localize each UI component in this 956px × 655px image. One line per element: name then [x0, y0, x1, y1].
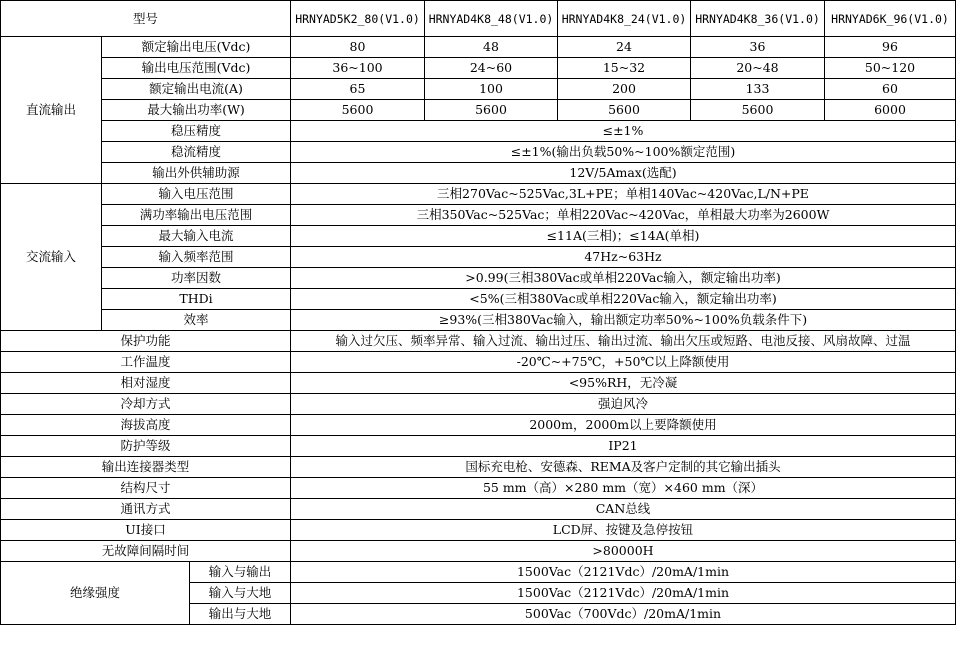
cell-value: 输入过欠压、频率异常、输入过流、输出过压、输出过流、输出欠压或短路、电池反接、风扇故障、过温 — [291, 331, 956, 352]
row-label: THDi — [102, 289, 291, 310]
row-label: 额定输出电流(A) — [102, 79, 291, 100]
cell-value: 5600 — [558, 100, 691, 121]
row-label: UI接口 — [1, 520, 291, 541]
table-row — [1, 310, 956, 331]
row-label: 最大输入电流 — [102, 226, 291, 247]
cell-value: 12V/5Amax(选配) — [291, 163, 956, 184]
cell-value: 5600 — [291, 100, 425, 121]
row-label: 工作温度 — [1, 352, 291, 373]
cell-value: 80 — [291, 37, 425, 58]
insulation-group-label: 绝缘强度 — [1, 562, 190, 625]
cell-value: 36 — [691, 37, 825, 58]
cell-value: 1500Vac（2121Vdc）/20mA/1min — [291, 583, 956, 604]
row-label: 海拔高度 — [1, 415, 291, 436]
row-label: 输出与大地 — [190, 604, 291, 625]
model-name-5: HRNYAD6K_96(V1.0) — [825, 1, 956, 37]
cell-value: ≥93%(三相380Vac输入，输出额定功率50%~100%负载条件下) — [291, 310, 956, 331]
table-row — [1, 163, 956, 184]
table-row — [1, 58, 956, 79]
cell-value: 24~60 — [425, 58, 558, 79]
model-name-4: HRNYAD4K8_36(V1.0) — [691, 1, 825, 37]
cell-value: 20~48 — [691, 58, 825, 79]
cell-value: >80000H — [291, 541, 956, 562]
row-label: 功率因数 — [102, 268, 291, 289]
table-row — [1, 499, 956, 520]
cell-value: 500Vac（700Vdc）/20mA/1min — [291, 604, 956, 625]
table-row — [1, 436, 956, 457]
model-header-label: 型号 — [1, 1, 291, 37]
row-label: 满功率输出电压范围 — [102, 205, 291, 226]
cell-value: 5600 — [425, 100, 558, 121]
cell-value: 国标充电枪、安德森、REMA及客户定制的其它输出插头 — [291, 457, 956, 478]
table-row — [1, 121, 956, 142]
cell-value: <95%RH，无冷凝 — [291, 373, 956, 394]
row-label: 输入与输出 — [190, 562, 291, 583]
row-label: 稳流精度 — [102, 142, 291, 163]
cell-value: 5600 — [691, 100, 825, 121]
cell-value: 15~32 — [558, 58, 691, 79]
row-label: 输入与大地 — [190, 583, 291, 604]
cell-value: 24 — [558, 37, 691, 58]
model-name-1: HRNYAD5K2_80(V1.0) — [291, 1, 425, 37]
cell-value: ≤±1%(输出负载50%~100%额定范围) — [291, 142, 956, 163]
table-row — [1, 562, 956, 583]
row-label: 保护功能 — [1, 331, 291, 352]
table-row — [1, 79, 956, 100]
table-row — [1, 331, 956, 352]
cell-value: 65 — [291, 79, 425, 100]
cell-value: 36~100 — [291, 58, 425, 79]
cell-value: 三相350Vac~525Vac；单相220Vac~420Vac，单相最大功率为2600W — [291, 205, 956, 226]
cell-value: 100 — [425, 79, 558, 100]
row-label: 无故障间隔时间 — [1, 541, 291, 562]
table-row — [1, 478, 956, 499]
row-label: 防护等级 — [1, 436, 291, 457]
table-row — [1, 37, 956, 58]
cell-value: -20℃~+75℃，+50℃以上降额使用 — [291, 352, 956, 373]
cell-value: <5%(三相380Vac或单相220Vac输入，额定输出功率) — [291, 289, 956, 310]
table-row — [1, 394, 956, 415]
header-row — [1, 1, 956, 37]
row-label: 额定输出电压(Vdc) — [102, 37, 291, 58]
cell-value: 2000m，2000m以上要降额使用 — [291, 415, 956, 436]
cell-value: 强迫风冷 — [291, 394, 956, 415]
table-row — [1, 226, 956, 247]
row-label: 输入频率范围 — [102, 247, 291, 268]
cell-value: 96 — [825, 37, 956, 58]
dc-output-group-label: 直流输出 — [1, 37, 102, 184]
table-row — [1, 520, 956, 541]
table-row — [1, 415, 956, 436]
row-label: 结构尺寸 — [1, 478, 291, 499]
table-row — [1, 352, 956, 373]
table-row — [1, 205, 956, 226]
cell-value: 55 mm（高）×280 mm（宽）×460 mm（深） — [291, 478, 956, 499]
cell-value: IP21 — [291, 436, 956, 457]
table-row — [1, 289, 956, 310]
cell-value: >0.99(三相380Vac或单相220Vac输入，额定输出功率) — [291, 268, 956, 289]
cell-value: 50~120 — [825, 58, 956, 79]
cell-value: ≤11A(三相)；≤14A(单相) — [291, 226, 956, 247]
table-row — [1, 457, 956, 478]
cell-value: 三相270Vac~525Vac,3L+PE；单相140Vac~420Vac,L/N+PE — [291, 184, 956, 205]
row-label: 冷却方式 — [1, 394, 291, 415]
row-label: 输出外供辅助源 — [102, 163, 291, 184]
row-label: 效率 — [102, 310, 291, 331]
row-label: 输出电压范围(Vdc) — [102, 58, 291, 79]
cell-value: 1500Vac（2121Vdc）/20mA/1min — [291, 562, 956, 583]
cell-value: 200 — [558, 79, 691, 100]
table-row — [1, 100, 956, 121]
table-row — [1, 184, 956, 205]
model-name-3: HRNYAD4K8_24(V1.0) — [558, 1, 691, 37]
cell-value: 133 — [691, 79, 825, 100]
model-name-2: HRNYAD4K8_48(V1.0) — [425, 1, 558, 37]
cell-value: 6000 — [825, 100, 956, 121]
table-row — [1, 541, 956, 562]
table-row — [1, 247, 956, 268]
row-label: 输入电压范围 — [102, 184, 291, 205]
row-label: 输出连接器类型 — [1, 457, 291, 478]
cell-value: ≤±1% — [291, 121, 956, 142]
row-label: 稳压精度 — [102, 121, 291, 142]
cell-value: 47Hz~63Hz — [291, 247, 956, 268]
cell-value: 48 — [425, 37, 558, 58]
table-row — [1, 268, 956, 289]
row-label: 最大输出功率(W) — [102, 100, 291, 121]
row-label: 相对湿度 — [1, 373, 291, 394]
table-row — [1, 142, 956, 163]
cell-value: CAN总线 — [291, 499, 956, 520]
cell-value: LCD屏、按键及急停按钮 — [291, 520, 956, 541]
ac-input-group-label: 交流输入 — [1, 184, 102, 331]
row-label: 通讯方式 — [1, 499, 291, 520]
table-row — [1, 373, 956, 394]
cell-value: 60 — [825, 79, 956, 100]
